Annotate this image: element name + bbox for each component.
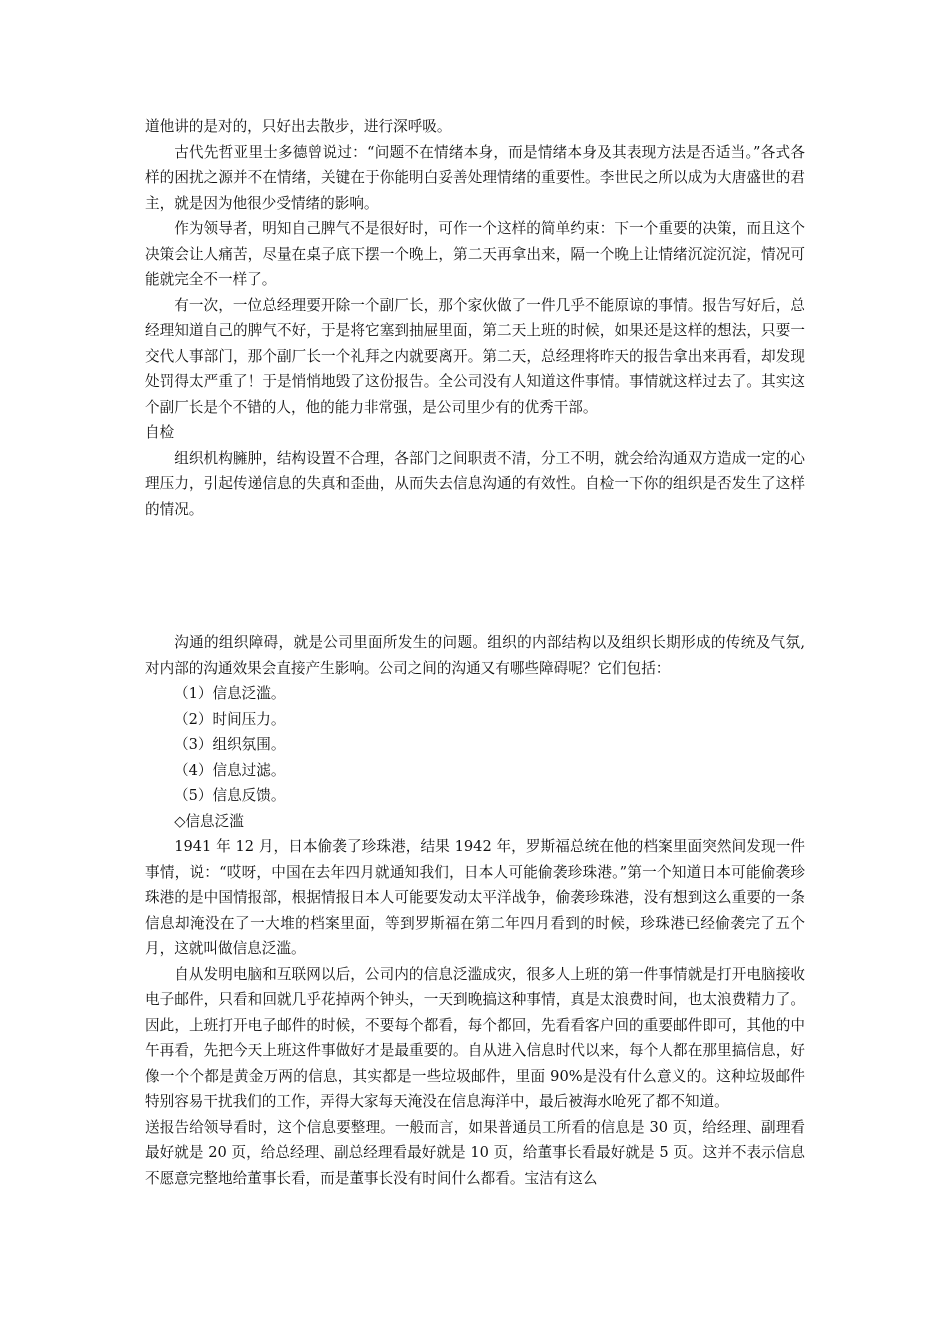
paragraph: 有一次，一位总经理要开除一个副厂长，那个家伙做了一件几乎不能原谅的事情。报告写好后，总经理知道自己的脾气不好，于是将它塞到抽屉里面，第二天上班的时候，如果还是这样的想法，只要一交代人事部门，那个副厂长一个礼拜之内就要离开。第二天，总经理将昨天的报告拿出来再看，却发现处罚得太严重了！于是悄悄地毁了这份报告。全公司没有人知道这件事情。事情就这样过去了。其实这个副厂长是个不错的人，他的能力非常强，是公司里少有的优秀干部。 [145,296,805,416]
list-item: （1）信息泛滥。 [174,685,286,702]
paragraph: 1941 年 12 月，日本偷袭了珍珠港，结果 1942 年，罗斯福总统在他的档案里面突然间发现一件事情，说：“哎呀，中国在去年四月就通知我们，日本人可能偷袭珍珠港。”第一个知道日本可能偷袭珍珠港的是中国情报部，根据情报日本人可能要发动太平洋战争，偷袭珍珠港，没有想到这么重要的一条信息却淹没在了一大堆的档案里面，等到罗斯福在第二年四月看到的时候，珍珠港已经偷袭完了五个月，这就叫做信息泛滥。 [145,838,805,957]
paragraph-intro: 沟通的组织障碍，就是公司里面所发生的问题。组织的内部结构以及组织长期形成的传统及气氛,对内部的沟通效果会直接产生影响。公司之间的沟通又有哪些障碍呢？它们包括： [145,634,805,677]
paragraph: 作为领导者，明知自己脾气不是很好时，可作一个这样的简单约束：下一个重要的决策，而且这个决策会让人痛苦，尽量在桌子底下摆一个晚上，第二天再拿出来，隔一个晚上让情绪沉淀沉淀，情况可能就完全不一样了。 [145,220,805,288]
list-item: （4）信息过滤。 [174,761,286,779]
paragraph: 组织机构臃肿，结构设置不合理，各部门之间职责不清，分工不明，就会给沟通双方造成一定的心理压力，引起传递信息的失真和歪曲，从而失去信息沟通的有效性。自检一下你的组织是否发生了这样的情况。 [145,449,805,518]
list-item: （5）信息反馈。 [174,787,286,804]
subheading: ◇信息泛滥 [174,812,244,830]
paragraph: 自从发明电脑和互联网以后，公司内的信息泛滥成灾，很多人上班的第一件事情就是打开电脑接收电子邮件，只看和回就几乎花掉两个钟头，一天到晚搞这种事情，真是太浪费时间，也太浪费精力了。因此，上班打开电子邮件的时候，不要每个都看，每个都回，先看看客户回的重要邮件即可，其他的中午再看，先把今天上班这件事做好才是最重要的。自从进入信息时代以来，每个人都在那里搞信息，好像一个个都是黄金万两的信息，其实都是一些垃圾邮件，里面 90%是没有什么意义的。这种垃圾邮件特别容易干扰我们的工作，弄得大家每天淹没在信息海洋中，最后被海水呛死了都不知道。 [145,965,805,1110]
section-heading-self-check: 自检 [145,424,175,441]
list-item: （2）时间压力。 [174,710,286,728]
paragraph: 道他讲的是对的，只好出去散步，进行深呼吸。 [145,118,452,135]
list-item: （3）组织氛围。 [174,736,286,753]
text-block-lower [145,630,805,1191]
text-block-upper [145,114,805,522]
paragraph: 古代先哲亚里士多德曾说过：“问题不在情绪本身，而是情绪本身及其表现方法是否适当。”各式各样的困扰之源并不在情绪，关键在于你能明白妥善处理情绪的重要性。李世民之所以成为大唐盛世的君主，就是因为他很少受情绪的影响。 [145,143,805,212]
paragraph: 送报告给领导看时，这个信息要整理。一般而言，如果普通员工所看的信息是 30 页，给经理、副理看最好就是 20 页，给总经理、副总经理看最好就是 10 页，给董事长看最好就是 5 页。这并不表示信息不愿意完整地给董事长看，而是董事长没有时间什么都看。宝洁有这么 [145,1118,805,1187]
